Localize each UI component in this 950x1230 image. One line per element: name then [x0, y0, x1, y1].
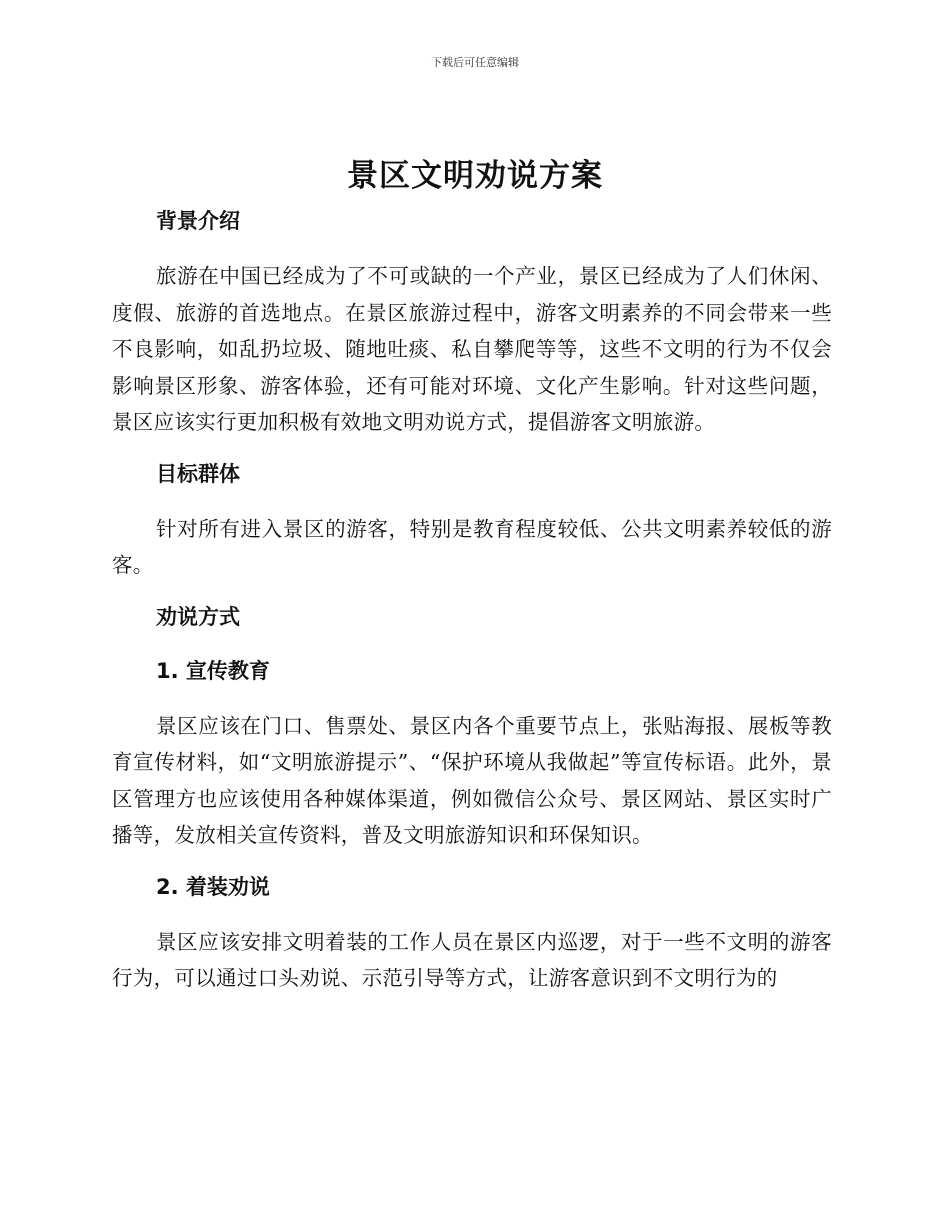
subsection-heading-attire: 2. 着装劝说 [156, 874, 270, 899]
subsection-heading-publicity: 1. 宣传教育 [156, 658, 270, 683]
section-heading-target: 目标群体 [156, 461, 240, 486]
header-note: 下载后可任意编辑 [431, 56, 519, 69]
paragraph-attire: 景区应该安排文明着装的工作人员在景区内巡逻，对于一些不文明的游客行为，可以通过口头劝说、示范引导等方式，让游客意识到不文明行为的 [112, 929, 832, 990]
section-heading-background: 背景介绍 [156, 209, 240, 233]
document-body [112, 204, 832, 997]
paragraph-publicity: 景区应该在门口、售票处、景区内各个重要节点上，张贴海报、展板等教育宣传材料，如“文明旅游提示”、“保护环境从我做起”等宣传标语。此外，景区管理方也应该使用各种媒体渠道，例如微信公众号、景区网站、景区实时广播等，发放相关宣传资料，普及文明旅游知识和环保知识。 [112, 713, 832, 847]
paragraph-target: 针对所有进入景区的游客，特别是教育程度较低、公共文明素养较低的游客。 [112, 516, 832, 577]
document-title: 景区文明劝说方案 [347, 158, 603, 194]
paragraph-background: 旅游在中国已经成为了不可或缺的一个产业，景区已经成为了人们休闲、度假、旅游的首选地点。在景区旅游过程中，游客文明素养的不同会带来一些不良影响，如乱扔垃圾、随地吐痰、私自攀爬等等，这些不文明的行为不仅会影响景区形象、游客体验，还有可能对环境、文化产生影响。针对这些问题，景区应该实行更加积极有效地文明劝说方式，提倡游客文明旅游。 [112, 264, 832, 434]
section-heading-methods: 劝说方式 [156, 604, 240, 629]
